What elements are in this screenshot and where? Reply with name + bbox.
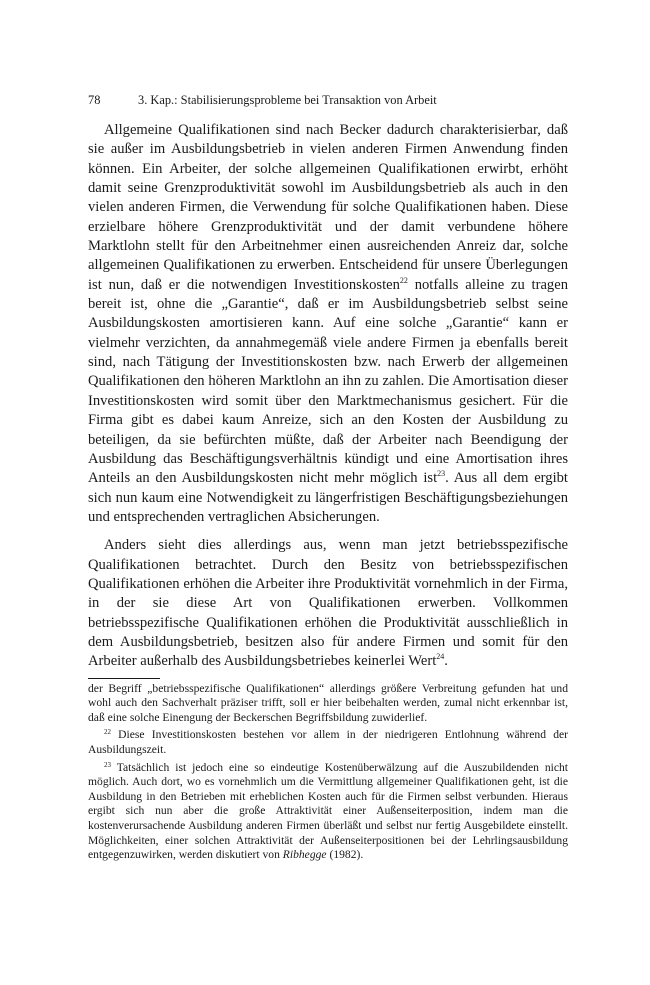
footnote-ref-22: 22 — [399, 275, 408, 285]
footnote-separator — [88, 678, 160, 679]
body-paragraph-general-qualifications — [88, 121, 568, 527]
paragraph-text: . — [444, 653, 448, 670]
paragraph-text: notfalls alleine zu tragen bereit ist, ohne die „Garantie“, daß er im Ausbildungsbetrieb selbst seine Ausbildungskosten amortisieren kann. Auf eine solche „Garantie“ kann er vielmehr verzichten, da annahmegemäß viele andere Firmen ja ebenfalls bereit sind, nach Tätigung der Investitionskosten bzw. nach Erwerb der allgemeinen Qualifikationen den höheren Marktlohn an ihn zu zahlen. Die Amortisation dieser Investitionskosten wird somit über den Marktmechanismus gesichert. Für die Firma gibt es dabei kaum Anreize, sich an den Kosten der Ausbildung zu beteiligen, da sie befürchten müßte, daß der Arbeiter nach Beendigung der Ausbildung das Beschäftigungsverhältnis kündigt und eine Amortisation ihres Anteils an den Ausbildungskosten nicht mehr möglich ist — [88, 276, 569, 487]
running-head — [88, 92, 568, 108]
cited-year: (1982). — [326, 848, 364, 862]
footnote-text: Diese Investitionskosten bestehen vor allem in der niedrigeren Entlohnung während der Ausbildungszeit. — [88, 728, 568, 756]
book-page — [88, 92, 568, 863]
paragraph-text: . Aus all dem ergibt sich nun kaum eine Notwendigkeit zu längerfristigen Beschäftigungsbeziehungen und entsprechenden vertraglichen Absicherungen. — [88, 470, 568, 525]
footnote-marker: 23 — [104, 760, 111, 769]
footnote-continuation: der Begriff „betriebsspezifische Qualifikationen“ allerdings größere Verbreitung gefunden hat und wohl auch den Sachverhalt präziser trifft, soll er hier beibehalten werden, zumal nicht erkennbar ist, daß eine solche Einengung der Beckerschen Begriffsbildung zuwiderlief. — [88, 681, 568, 724]
paragraph-text: Anders sieht dies allerdings aus, wenn man jetzt betriebsspezifische Qualifikationen betrachtet. Durch den Besitz von betriebsspezifischen Qualifikationen erhöhen die Arbeiter ihre Produktivität vornehmlich in der Firma, in der sie diese Art von Qualifikationen erwerben. Vollkommen betriebsspezifische Qualifikationen erhöhen die Produktivität ausschließlich in dem Ausbildungsbetrieb, besitzen also für andere Firmen und somit für den Arbeiter außerhalb des Ausbildungsbetriebes keinerlei Wert — [88, 537, 568, 670]
footnote-23 — [88, 761, 568, 863]
footnote-text: Tatsächlich ist jedoch eine so eindeutige Kostenüberwälzung auf die Auszubildenden nicht möglich. Auch dort, wo es vornehmlich um die Vermittlung allgemeiner Qualifikationen geht, ist die Ausbildung in den Betrieben mit erheblichen Kosten auch für die Firmen selbst verbunden. Hieraus ergibt sich nun aber die große Attraktivität einer Außenseiterposition, indem man die kostenverursachende Ausbildung anderen Firmen überläßt und selbst nur fertig Ausgebildete einstellt. Möglichkeiten, einer solchen Attraktivität der Außenseiterpositionen bei der Lehrlingsausbildung entgegenzuwirken, werden diskutiert von — [88, 760, 568, 862]
running-title: 3. Kap.: Stabilisierungsprobleme bei Transaktion von Arbeit — [138, 93, 437, 107]
page-number: 78 — [88, 93, 101, 107]
footnote-ref-24: 24 — [436, 652, 445, 662]
footnote-marker: 22 — [104, 728, 111, 737]
paragraph-text: Allgemeine Qualifikationen sind nach Becker dadurch charakterisierbar, daß sie außer im Ausbildungsbetrieb in vielen anderen Firmen Anwendung finden können. Ein Arbeiter, der solche allgemeinen Qualifikationen erwirbt, erhöht damit seine Grenzproduktivität sowohl im Ausbildungsbetrieb als auch in den vielen anderen Firmen, die Verwendung für solche Qualifikationen haben. Diese erzielbare höhere Grenzproduktivität und der damit verbundene höhere Marktlohn stellt für den Arbeitnehmer einen ausreichenden Anreiz dar, solche allgemeinen Qualifikationen zu erwerben. Entscheidend für unsere Überlegungen ist nun, daß er die notwendigen Investitionskosten — [88, 122, 568, 293]
footnote-ref-23: 23 — [437, 469, 446, 479]
body-paragraph-specific-qualifications — [88, 536, 568, 671]
cited-author: Ribhegge — [282, 848, 327, 862]
footnote-22 — [88, 728, 568, 757]
